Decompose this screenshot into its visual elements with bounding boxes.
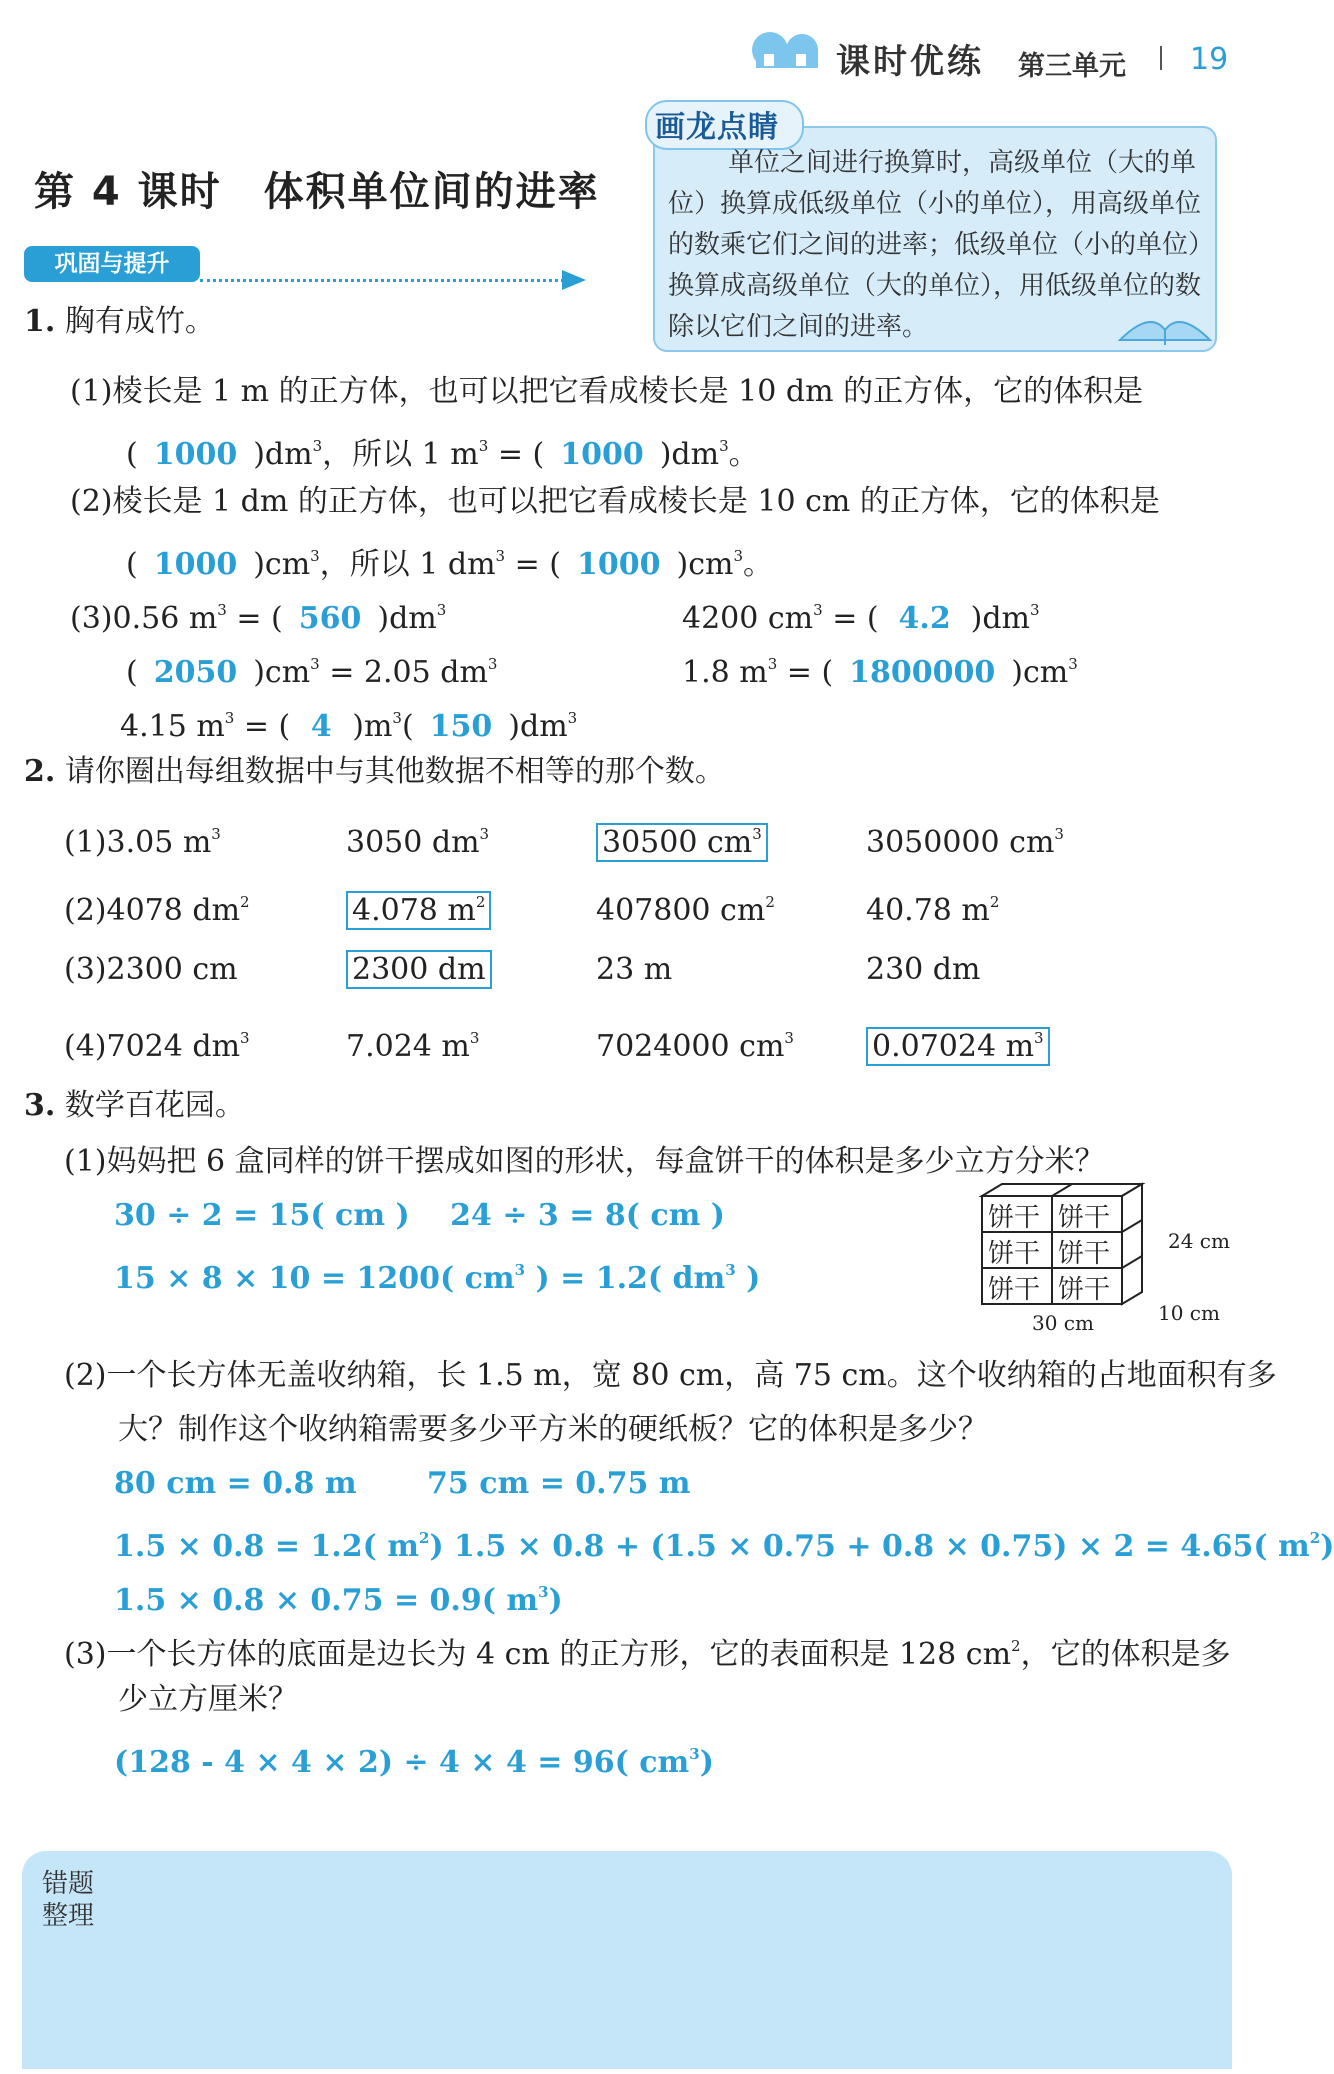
biscuit-label: 饼干 xyxy=(1058,1275,1111,1305)
q2-item: (4)7024 $dm^3$ xyxy=(64,1029,250,1064)
answer: 1000 xyxy=(577,547,661,582)
mistakes-label: 错题 整理 xyxy=(42,1869,95,1931)
header-unit: 第三单元 xyxy=(1018,51,1126,82)
arrow-icon xyxy=(562,270,586,290)
q3-p2-answer1: 80 cm = 0.8 m 75 cm = 0.75 m xyxy=(114,1466,691,1501)
q1-p1-line1: (1)棱长是 1 m 的正方体，也可以把它看成棱长是 10 dm 的正方体，它的体积是 xyxy=(70,374,1144,409)
q2-item: (2)4078 $dm^2$ xyxy=(64,893,250,928)
q3-p3-line1: (3)一个长方体的底面是边长为 4 cm 的正方形，它的表面积是 128 $cm^2$，它的体积是多 xyxy=(64,1637,1231,1672)
depth-label: 10 cm xyxy=(1158,1301,1220,1325)
height-label: 24 cm xyxy=(1168,1229,1230,1253)
circled-answer: 4.078 $m^2$ xyxy=(346,891,491,930)
q3-p1-answer1: 30 ÷ 2 = 15( cm ) 24 ÷ 3 = 8( cm ) xyxy=(114,1198,725,1233)
width-label: 30 cm xyxy=(1032,1311,1094,1335)
answer: 1000 xyxy=(153,547,238,582)
q1-p3-a: (3)0.56 $m^3$ = ( 560 )$dm^3$ xyxy=(70,590,446,639)
answer: 150 xyxy=(429,709,493,744)
biscuit-label: 饼干 xyxy=(988,1203,1041,1233)
circled-answer: 30500 $cm^3$ xyxy=(596,823,768,862)
page-number: 19 xyxy=(1190,42,1229,77)
q1-p3-e: 4.15 $m^3$ = ( 4 )$m^3$( 150 )$dm^3$ xyxy=(120,698,577,747)
q2-item: (3)2300 cm xyxy=(64,952,238,987)
q1-p3-c: ( 2050 )$cm^3 = 2.05$ $dm^3$ xyxy=(126,644,497,693)
q2-item: 7.024 $m^3$ xyxy=(346,1029,480,1064)
section-tag: 巩固与提升 xyxy=(24,246,200,282)
q2-item xyxy=(596,814,768,863)
header-icon xyxy=(748,28,828,72)
biscuit-label: 饼干 xyxy=(988,1239,1041,1269)
q3-p2-line2: 大？制作这个收纳箱需要多少平方米的硬纸板？它的体积是多少？ xyxy=(118,1412,988,1447)
answer: 1000 xyxy=(560,437,644,472)
q1-p1-line2: ( 1000 )$dm^3$，所以 1 $m^3$ = ( 1000 )$dm^3$。 xyxy=(126,426,759,475)
q1-p3-b: 4200 $cm^3$ = ( 4.2 )$dm^3$ xyxy=(682,590,1040,639)
lesson-title: 第 4 课时 体积单位间的进率 xyxy=(34,169,600,215)
circled-answer: 2300 dm xyxy=(346,950,492,989)
biscuit-label: 饼干 xyxy=(1058,1203,1111,1233)
biscuit-label: 饼干 xyxy=(988,1275,1041,1305)
q3-heading: 3. 数学百花园。 xyxy=(24,1088,245,1123)
q3-p1-answer2: 15 × 8 × 10 = 1200( $cm^3$ ) = 1.2( $dm^3$ ) xyxy=(114,1261,761,1296)
mistakes-panel xyxy=(22,1851,1232,2069)
q3-p2-line1: (2)一个长方体无盖收纳箱，长 1.5 m，宽 80 cm，高 75 cm。这个收纳箱的占地面积有多 xyxy=(64,1358,1277,1393)
q2-item xyxy=(866,1018,1050,1067)
q2-item: 23 m xyxy=(596,952,673,987)
q2-heading: 2. 请你圈出每组数据中与其他数据不相等的那个数。 xyxy=(24,754,725,789)
q1-p3-d: 1.8 $m^3$ = ( 1800000 )$cm^3$ xyxy=(682,644,1078,693)
q2-item: 7024000 $cm^3$ xyxy=(596,1029,794,1064)
q3-p2-answer2a: 1.5 × 0.8 = 1.2( $m^2$) xyxy=(114,1529,444,1564)
biscuit-label: 饼干 xyxy=(1058,1239,1111,1269)
q1-heading: 1. 胸有成竹。 xyxy=(24,304,215,339)
header-title: 课时优练 xyxy=(836,42,984,82)
q2-item: 40.78 $m^2$ xyxy=(866,893,1000,928)
tip-title: 画龙点睛 xyxy=(655,110,779,145)
q2-item xyxy=(346,950,492,990)
answer: 2050 xyxy=(153,655,238,690)
q3-p3-line2: 少立方厘米？ xyxy=(118,1682,298,1717)
q2-item: 3050 $dm^3$ xyxy=(346,825,490,860)
q3-p1-text: (1)妈妈把 6 盒同样的饼干摆成如图的形状，每盒饼干的体积是多少立方分米？ xyxy=(64,1144,1105,1179)
tip-text: 单位之间进行换算时，高级单位（大的单位）换算成低级单位（小的单位），用高级单位的数乘它们之间的进率；低级单位（小的单位）换算成高级单位（大的单位），用低级单位的数除以它们之间的进率。 xyxy=(668,148,1202,342)
q2-item: 407800 $cm^2$ xyxy=(596,893,775,928)
answer: 4 xyxy=(310,709,332,744)
q3-p3-answer: (128 - 4 × 4 × 2) ÷ 4 × 4 = 96( $cm^3$) xyxy=(114,1745,714,1780)
q2-item: (1)3.05 $m^3$ xyxy=(64,825,221,860)
answer: 4.2 xyxy=(898,601,951,636)
q1-p2-line2: ( 1000 )$cm^3$，所以 1 $dm^3$ = ( 1000 )$cm^3$。 xyxy=(126,536,773,585)
q3-p2-answer2b: 1.5 × 0.8 + (1.5 × 0.75 + 0.8 × 0.75) × 2 = 4.65( $m^2$) xyxy=(454,1529,1334,1564)
circled-answer: 0.07024 $m^3$ xyxy=(866,1027,1050,1066)
header-separator xyxy=(1160,46,1162,70)
book-icon xyxy=(1110,290,1220,350)
q1-p2-line1: (2)棱长是 1 dm 的正方体，也可以把它看成棱长是 10 cm 的正方体，它的体积是 xyxy=(70,484,1160,519)
q3-p2-answer3: 1.5 × 0.8 × 0.75 = 0.9( $m^3$) xyxy=(114,1583,563,1618)
q2-item xyxy=(346,882,491,931)
q2-item: 3050000 $cm^3$ xyxy=(866,825,1064,860)
q2-item: 230 dm xyxy=(866,952,981,987)
biscuit-stack-figure xyxy=(960,1182,1245,1340)
answer: 1000 xyxy=(153,437,238,472)
section-divider xyxy=(200,279,570,282)
answer: 1800000 xyxy=(849,655,996,690)
answer: 560 xyxy=(298,601,362,636)
